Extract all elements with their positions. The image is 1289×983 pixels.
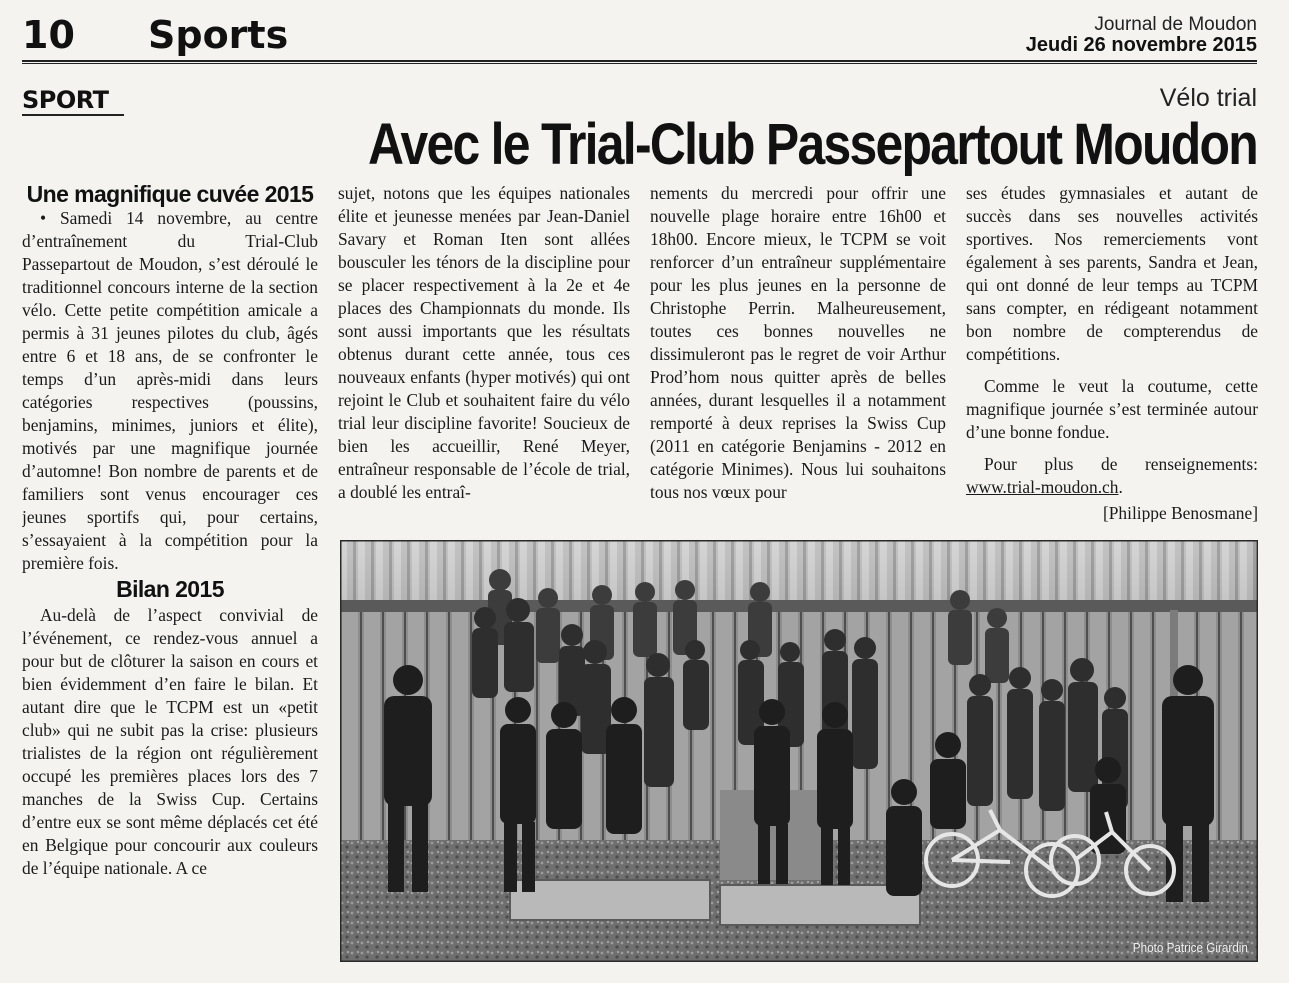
paragraph-info (966, 453, 1258, 499)
issue-date: Jeudi 26 novembre 2015 (1025, 34, 1257, 56)
paragraph-bilan-continued: sujet, notons que les équipes nationales élite et jeunesse menées par Jean-Daniel Savary et Roman Iten sont allées bousculer les ténors de la discipline pour se placer respectivement à la 2e et 4e places des Championnats du monde. Ils sont aussi importants que les résultats obtenus durant cette année, tous ces nouveaux enfants (hyper motivés) qui ont rejoint le Club et souhaitent faire du vélo trial leur discipline favorite! Soucieux de bien les accueillir, René Meyer, entraîneur responsable de l’école de trial, a doublé les entraî- (338, 183, 630, 502)
text-column-3 (650, 182, 946, 522)
group-photo-image (340, 540, 1258, 962)
rubric-underline (22, 114, 124, 116)
page-number: 10 (22, 13, 75, 57)
paragraph-bilan-end: ses études gymnasiales et autant de succès dans ses nouvelles activités sportives. Nos remerciements vont également à ses parents, Sandra et Jean, qui ont donné de leur temps au TCPM sans compter, en rédigeant notamment bon nombre de compterendus de compétitions. (966, 183, 1258, 364)
pallet-left (510, 880, 710, 920)
group-photo (340, 540, 1258, 962)
header-rule (22, 60, 1257, 64)
journal-name: Journal de Moudon (1094, 14, 1257, 35)
paragraph-bilan-start: Au-delà de l’aspect convivial de l’événement, ce rendez-vous annuel a pour but de clôturer la saison en cours et bien évidemment d’en faire le bilan. Et autant dire que le TCPM est un «petit club» qui ne subit pas la crise: plusieurs trialistes de la région ont régulièrement occupé les premières places lors des 7 manches de la Swiss Cup. Certains d’entre eux se sont même déplacés cet été en Belgique pour concourir aux couleurs de l’équipe nationale. A ce (22, 605, 318, 878)
text-column-4 (966, 182, 1258, 522)
info-intro: Pour plus de renseignements: (984, 454, 1258, 474)
photo-credit: Photo Patrice Girardin (1132, 940, 1248, 955)
subhead-bilan: Bilan 2015 (116, 576, 224, 602)
paragraph-bilan-continued-2: nements du mercredi pour offrir une nouvelle plage horaire entre 16h00 et 18h00. Encore mieux, le TCPM se voit renforcer d’un entraîneur supplémentaire pour les plus jeunes en la personne de Christophe Perrin. Malheureusement, toutes ces bonnes nouvelles ne dissimuleront pas le regret de voir Arthur Prod’hom nous quitter après de belles années, durant lesquelles il a notamment remporté à deux reprises la Swiss Cup (2011 en catégorie Benjamins - 2012 en catégorie Minimes). Nous lui souhaitons tous nos vœux pour (650, 183, 946, 502)
author-signature: [Philippe Benosmane] (1102, 503, 1258, 522)
article-topic: Vélo trial (1159, 84, 1257, 112)
text-column-1 (22, 182, 318, 972)
club-website-link[interactable]: www.trial-moudon.ch (966, 477, 1119, 497)
info-end: . (1118, 477, 1123, 497)
article-headline: Avec le Trial-Club Passepartout Moudon (368, 112, 1257, 177)
paragraph-fondue: Comme le veut la coutume, cette magnifique journée s’est terminée autour d’une bonne fondue. (966, 376, 1258, 442)
paragraph-intro: • Samedi 14 novembre, au centre d’entraînement du Trial-Club Passepartout de Moudon, s’est déroulé le traditionnel concours interne de la section vélo. Cette petite compétition amicale a permis à 31 jeunes pilotes du club, âgés entre 6 et 18 ans, de se confronter le temps d’un après-midi dans leurs catégories respectives (poussins, benjamins, minimes, juniors et élite), motivés par une magnifique journée d’automne! Bon nombre de parents et de familiers sont venus encourager ces jeunes sportifs qui, pour certains, s’essayaient à la compétition pour la première fois. (22, 208, 318, 573)
section-title: Sports (148, 13, 289, 57)
subhead-cuvee: Une magnifique cuvée 2015 (26, 182, 314, 207)
text-column-2 (338, 182, 630, 522)
rubric-label: SPORT (22, 86, 109, 114)
